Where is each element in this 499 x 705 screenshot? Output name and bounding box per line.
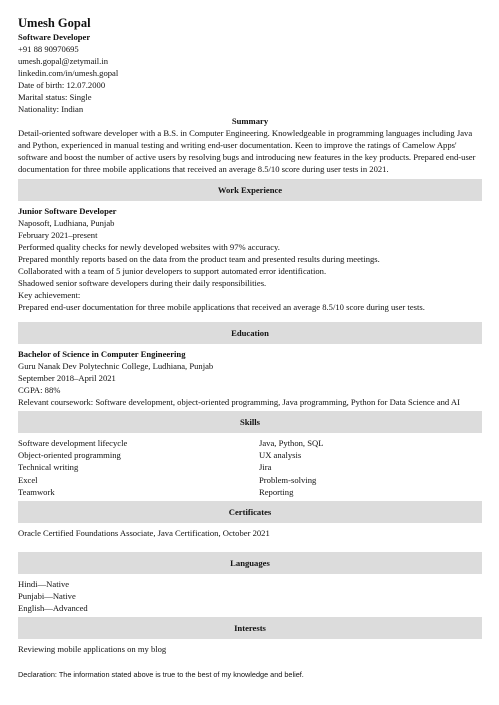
languages-heading: Languages: [18, 552, 482, 574]
language-item: English—Advanced: [18, 603, 88, 614]
header-section: [18, 16, 482, 115]
interest-item: Reviewing mobile applications on my blog: [18, 644, 167, 655]
date-of-birth: Date of birth: 12.07.2000: [18, 80, 106, 90]
skill-item: Software development lifecycle: [18, 438, 128, 448]
linkedin: linkedin.com/in/umesh.gopal: [18, 68, 119, 78]
skill-item: Java, Python, SQL: [259, 438, 324, 448]
experience-item: Shadowed senior software developers during their daily responsibilities.: [18, 278, 267, 288]
experience-item: Prepared end-user documentation for three mobile applications that received an average 8.5/10 score during user tests.: [18, 302, 425, 312]
experience-item: Collaborated with a team of 5 junior developers to support automated error identification.: [18, 266, 327, 276]
languages-section: [18, 578, 482, 614]
candidate-title: Software Developer: [18, 32, 91, 42]
resume-content: [18, 16, 482, 681]
experience-item: Prepared monthly reports based on the data from the product team and presented results during meetings.: [18, 254, 380, 264]
work-experience-heading: Work Experience: [18, 179, 482, 201]
job-title: Junior Software Developer: [18, 206, 117, 216]
summary-heading: Summary: [231, 116, 269, 126]
email: umesh.gopal@zetymail.in: [18, 56, 109, 66]
skills-grid: [18, 437, 482, 498]
language-item: Hindi—Native: [18, 579, 70, 590]
certificates-heading: Certificates: [18, 501, 482, 523]
skill-item: Excel: [18, 474, 38, 485]
education-heading: Education: [18, 322, 482, 344]
skill-item: Problem-solving: [259, 474, 317, 485]
skill-item: Jira: [259, 462, 272, 473]
experience-item: Performed quality checks for newly developed websites with 97% accuracy.: [18, 242, 280, 252]
skills-heading: Skills: [18, 411, 482, 433]
skill-item: Reporting: [259, 486, 294, 497]
nationality: Nationality: Indian: [18, 104, 84, 114]
experience-item: Key achievement:: [18, 290, 81, 300]
job-dates: February 2021–present: [18, 230, 98, 240]
skill-item: UX analysis: [259, 450, 302, 461]
coursework: Relevant coursework: Software development, object-oriented programming, Java programming, Python for Data Science and AI: [18, 397, 460, 407]
summary-text: Detail-oriented software developer with a B.S. in Computer Engineering. Knowledgeable in programming languages including Java and Python, experienced in manual testing and writing end-user documentation. Keen to improve the ratings of Camelow Apps' software and boost the number of active users by resolving bugs and introducing new features in the key products. Prepared end-user documentation for three mobile applications that received an average 8.5/10 score during user tests in 2021.: [18, 128, 476, 174]
declaration: Declaration: The information stated above is true to the best of my knowledge and belief.: [18, 670, 304, 680]
language-item: Punjabi—Native: [18, 591, 76, 602]
phone: +91 88 90970695: [18, 44, 79, 54]
education-section: [18, 348, 482, 408]
school: Guru Nanak Dev Polytechnic College, Ludhiana, Punjab: [18, 361, 214, 371]
certificate-item: Oracle Certified Foundations Associate, Java Certification, October 2021: [18, 528, 270, 539]
skill-item: Technical writing: [18, 462, 79, 473]
marital-status: Marital status: Single: [18, 92, 92, 102]
degree: Bachelor of Science in Computer Engineering: [18, 349, 186, 359]
summary-section: [18, 115, 482, 175]
cgpa: CGPA: 88%: [18, 385, 61, 395]
interests-heading: Interests: [18, 617, 482, 639]
skill-item: Object-oriented programming: [18, 450, 121, 461]
education-dates: September 2018–April 2021: [18, 373, 116, 383]
company: Naposoft, Ludhiana, Punjab: [18, 218, 115, 228]
candidate-name: Umesh Gopal: [18, 16, 91, 30]
work-experience-section: [18, 205, 482, 313]
skill-item: Teamwork: [18, 486, 55, 497]
